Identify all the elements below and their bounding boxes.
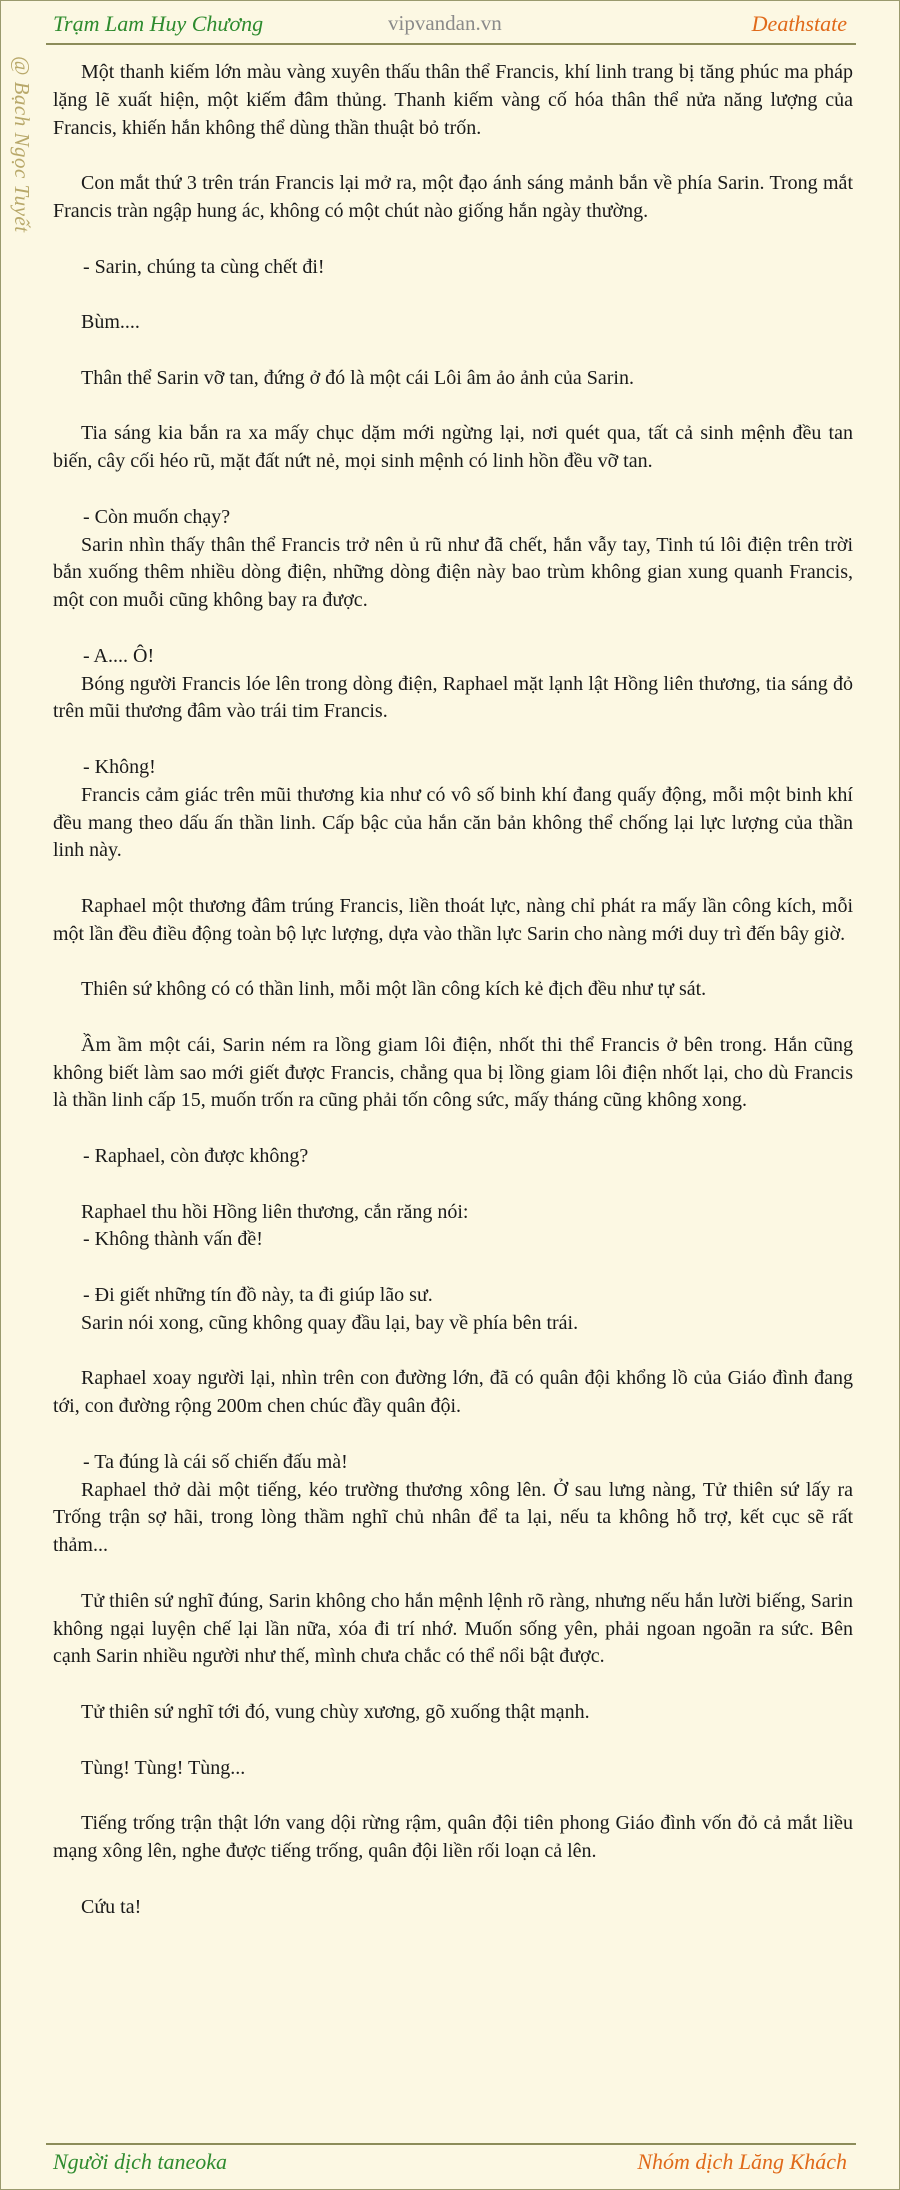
dialogue-line: - Không! xyxy=(83,755,156,778)
paragraph: Con mắt thứ 3 trên trán Francis lại mở ra, một đạo ánh sáng mảnh bắn về phía Sarin. Trong mắt Francis tràn ngập hung ác, không có một chút nào giống hắn ngày thường. xyxy=(53,172,853,222)
paragraph: Bóng người Francis lóe lên trong dòng điện, Raphael mặt lạnh lật Hồng liên thương, tia sáng đỏ trên mũi thương đâm vào trái tim Francis. xyxy=(53,672,853,723)
paragraph: Raphael thở dài một tiếng, kéo trường thương xông lên. Ở sau lưng nàng, Tử thiên sứ lấy ra Trống trận sợ hãi, trong lòng thầm nghĩ chủ nhân để ta lại, nếu ta không hỗ trợ, kết cục sẽ rất thảm... xyxy=(53,1478,853,1557)
paragraph: Tia sáng kia bắn ra xa mấy chục dặm mới ngừng lại, nơi quét qua, tất cả sinh mệnh đều tan biến, cây cối héo rũ, mặt đất nứt nẻ, mọi sinh mệnh có linh hồn đều vỡ tan. xyxy=(53,422,853,473)
paragraph: Raphael một thương đâm trúng Francis, liền thoát lực, nàng chỉ phát ra mấy lần công kích, mỗi một lần đều điều động toàn bộ lực lượng, dựa vào thần lực Sarin cho nàng mới duy trì đến bây giờ. xyxy=(53,894,853,945)
paragraph: Thân thể Sarin vỡ tan, đứng ở đó là một cái Lôi âm ảo ảnh của Sarin. xyxy=(81,366,634,389)
paragraph: Tùng! Tùng! Tùng... xyxy=(81,1756,246,1779)
footer-translator: Người dịch taneoka xyxy=(53,2149,228,2174)
paragraph: Bùm.... xyxy=(81,311,140,334)
paragraph: Tử thiên sứ nghĩ tới đó, vung chùy xương, gõ xuống thật mạnh. xyxy=(81,1701,590,1724)
header-author: Deathstate xyxy=(751,11,847,36)
header-book-title: Trạm Lam Huy Chương xyxy=(53,11,264,36)
paragraph: Raphael xoay người lại, nhìn trên con đường lớn, đã có quân đội khổng lồ của Giáo đình đang tới, con đường rộng 200m chen chúc đầy quân đội. xyxy=(53,1367,853,1418)
header-site[interactable]: vipvandan.vn xyxy=(388,11,502,35)
dialogue-line: - Không thành vấn đề! xyxy=(83,1228,263,1251)
paragraph: Tiếng trống trận thật lớn vang dội rừng rậm, quân đội tiên phong Giáo đình vốn đỏ cả mắt liều mạng xông lên, nghe được tiếng trống, quân đội liền rối loạn cả lên. xyxy=(53,1812,853,1862)
paragraph: Tử thiên sứ nghĩ đúng, Sarin không cho hắn mệnh lệnh rõ ràng, nhưng nếu hắn lười biếng, Sarin không ngại luyện chế lại lần nữa, xóa đi trí nhớ. Muốn sống yên, phải ngoan ngoãn ra sức. Bên cạnh Sarin nhiều người như thế, mình chưa chắc có thể nổi bật được. xyxy=(53,1589,853,1668)
dialogue-line: - Sarin, chúng ta cùng chết đi! xyxy=(83,255,325,278)
paragraph: Một thanh kiếm lớn màu vàng xuyên thấu thân thể Francis, khí linh trang bị tăng phúc ma pháp lặng lẽ xuất hiện, một kiếm đâm thủng. Thanh kiếm vàng cố hóa thân thể nửa năng lượng của Francis, khiến hắn không thể dùng thần thuật bỏ trốn. xyxy=(53,61,853,139)
side-credit: @ Bạch Ngọc Tuyết xyxy=(10,56,34,233)
dialogue-line: - A.... Ô! xyxy=(83,644,155,667)
dialogue-line: - Raphael, còn được không? xyxy=(83,1145,309,1168)
paragraph: Francis cảm giác trên mũi thương kia như có vô số binh khí đang quấy động, mỗi một binh khí đều mang theo dấu ấn thần linh. Cấp bậc của hắn căn bản không thể chống lại lực lượng của thần linh này. xyxy=(53,783,853,862)
paragraph: Cứu ta! xyxy=(81,1895,142,1918)
paragraph: Raphael thu hồi Hồng liên thương, cắn răng nói: xyxy=(81,1200,469,1223)
dialogue-line: - Còn muốn chạy? xyxy=(83,505,231,528)
dialogue-line: - Đi giết những tín đồ này, ta đi giúp lão sư. xyxy=(83,1284,433,1307)
paragraph: Ầm ầm một cái, Sarin ném ra lồng giam lôi điện, nhốt thi thể Francis ở bên trong. Hắn cũng không biết làm sao mới giết được Francis, chẳng qua bị lồng giam lôi điện nhốt lại, cho dù Francis là thần linh cấp 15, muốn trốn ra cũng phải tốn công sức, mấy tháng cũng không xong. xyxy=(53,1033,853,1112)
footer-group: Nhóm dịch Lăng Khách xyxy=(637,2149,847,2174)
header-rule xyxy=(46,43,856,45)
chapter-body xyxy=(53,59,853,1949)
paragraph: Thiên sứ không có có thần linh, mỗi một lần công kích kẻ địch đều như tự sát. xyxy=(81,978,707,1001)
paragraph: Sarin nhìn thấy thân thể Francis trở nên ủ rũ như đã chết, hắn vẫy tay, Tinh tú lôi điện trên trời bắn xuống thêm nhiều dòng điện, những dòng điện này bao trùm không gian xung quanh Francis, một con muỗi cũng không bay ra được. xyxy=(53,533,853,612)
paragraph: Sarin nói xong, cũng không quay đầu lại, bay về phía bên trái. xyxy=(81,1311,579,1334)
dialogue-line: - Ta đúng là cái số chiến đấu mà! xyxy=(83,1450,348,1473)
footer-rule xyxy=(46,2143,856,2145)
